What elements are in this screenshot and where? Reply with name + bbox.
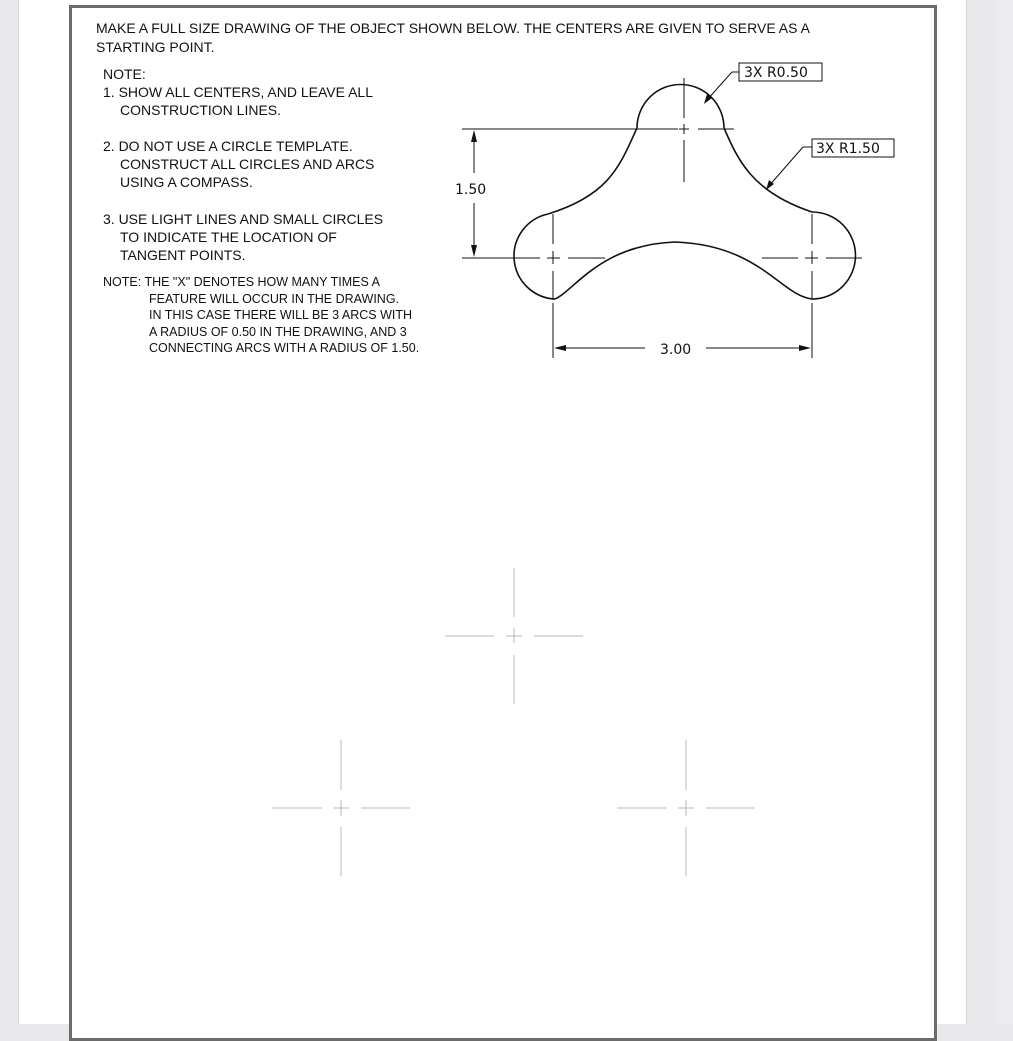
start-center-top bbox=[445, 568, 583, 704]
object-centerlines bbox=[510, 78, 862, 300]
right-connecting-arc bbox=[724, 128, 812, 212]
height-arrow-top bbox=[471, 130, 477, 142]
left-connecting-arc bbox=[548, 128, 637, 214]
note-3-line1: 3. USE LIGHT LINES AND SMALL CIRCLES bbox=[103, 211, 384, 227]
height-dimension bbox=[462, 129, 640, 258]
x-note-line1: NOTE: THE "X" DENOTES HOW MANY TIMES A bbox=[103, 275, 380, 289]
width-dimension-text: 3.00 bbox=[660, 342, 692, 358]
height-dimension-text: 1.50 bbox=[455, 182, 487, 198]
width-arrow-left bbox=[554, 345, 566, 351]
note-2-line2: CONSTRUCT ALL CIRCLES AND ARCS bbox=[120, 156, 375, 172]
start-center-right bbox=[617, 740, 755, 876]
height-arrow-bottom bbox=[471, 245, 477, 257]
x-note-line5: CONNECTING ARCS WITH A RADIUS OF 1.50. bbox=[149, 341, 420, 355]
starting-centers bbox=[272, 568, 755, 876]
object-outline bbox=[514, 85, 855, 300]
large-radius-callout-text: 3X R1.50 bbox=[816, 141, 880, 157]
x-note-line3: IN THIS CASE THERE WILL BE 3 ARCS WITH bbox=[149, 308, 413, 322]
right-lobe-arc bbox=[812, 212, 856, 299]
width-arrow-right bbox=[799, 345, 811, 351]
start-center-left bbox=[272, 740, 410, 876]
note-2-line3: USING A COMPASS. bbox=[120, 174, 253, 190]
small-radius-callout-text: 3X R0.50 bbox=[744, 65, 808, 81]
note-3-line3: TANGENT POINTS. bbox=[120, 247, 246, 263]
x-note-line2: FEATURE WILL OCCUR IN THE DRAWING. bbox=[149, 291, 400, 306]
instructions-heading-line2: STARTING POINT. bbox=[96, 39, 215, 55]
left-lobe-arc bbox=[514, 214, 555, 299]
large-radius-leader bbox=[768, 147, 803, 187]
note-1-line1: 1. SHOW ALL CENTERS, AND LEAVE ALL bbox=[103, 84, 373, 100]
instructions-heading-line1: MAKE A FULL SIZE DRAWING OF THE OBJECT SHOWN BELOW. THE CENTERS ARE GIVEN TO SERVE AS A bbox=[96, 20, 810, 36]
bottom-connecting-arc bbox=[555, 242, 812, 299]
top-lobe-arc bbox=[637, 85, 724, 129]
note-2-line1: 2. DO NOT USE A CIRCLE TEMPLATE. bbox=[103, 138, 353, 154]
note-3-line2: TO INDICATE THE LOCATION OF bbox=[120, 229, 337, 245]
notes-title: NOTE: bbox=[103, 66, 146, 82]
x-note-line4: A RADIUS OF 0.50 IN THE DRAWING, AND 3 bbox=[149, 324, 407, 339]
note-1-line2: CONSTRUCTION LINES. bbox=[120, 102, 282, 118]
